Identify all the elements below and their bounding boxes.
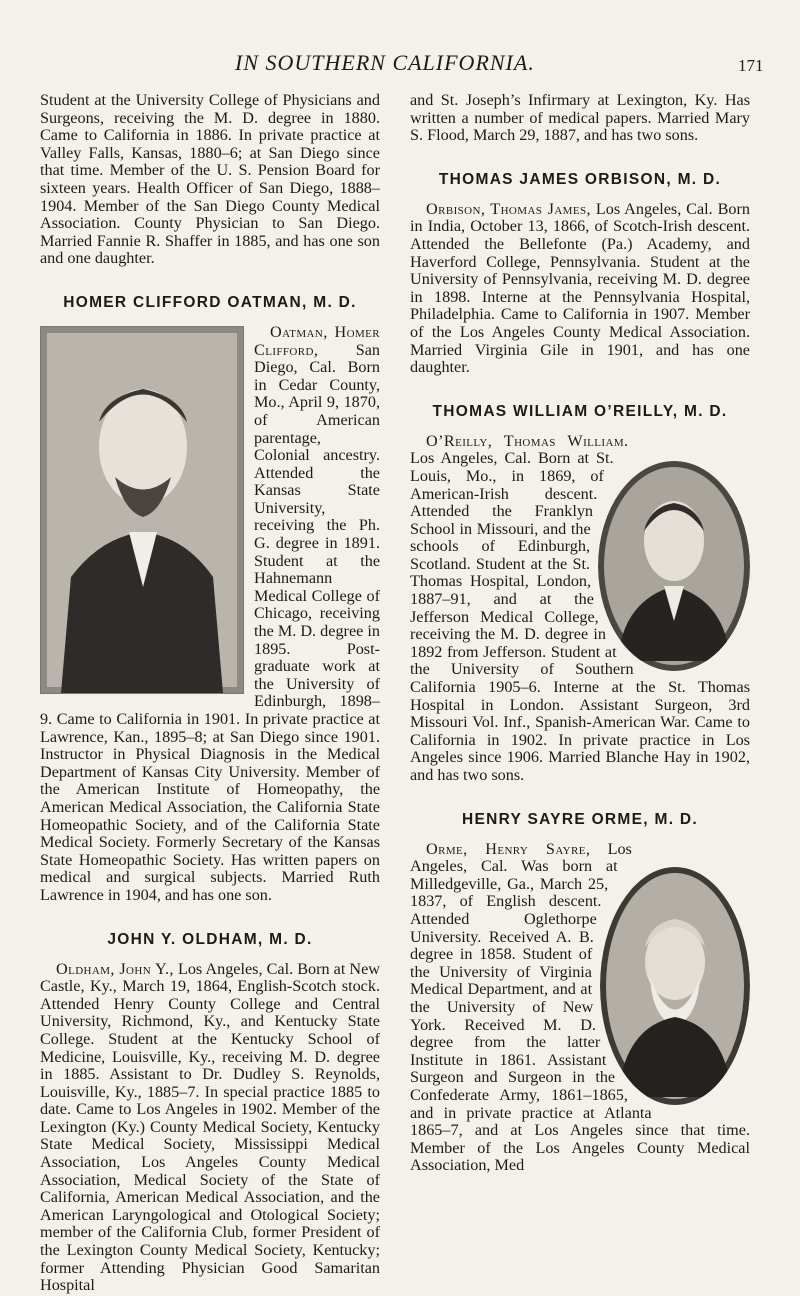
entry-body-oldham: Los Angeles, Cal. Born at New Castle, Ky., March 19, 1864, English-Scotch stock. Attended Henry County College and Central University, Richmond, Ky., and Kentucky State College. Student at the Kentucky School of Medicine, Louisville, Ky., receiving M. D. degree in 1885. Assistant to Dr. Dudley S. Reynolds, Louisville, Ky., 1885–7. In special practice 1885 to date. Came to Los Angeles in 1902. Member of the Lexington (Ky.) County Medical Society, Kentucky State Medical Society, Mississippi Medical Association, Los Angeles County Medical Association, Medical Society of the State of California, American Medical Association, and the American Laryngological and Otological Society; member of the California Club, former President of the Lexington County Medical Society, Kentucky; former Attending Physician Good Samaritan Hospital — [40, 959, 380, 1295]
entry-text-oreilly — [410, 433, 750, 785]
running-title: IN SOUTHERN CALIFORNIA. — [235, 50, 535, 75]
right-column — [410, 92, 750, 1175]
entry-heading-oldham: JOHN Y. OLDHAM, M. D. — [107, 930, 313, 948]
entry-body-orbison: Los Angeles, Cal. Born in India, October 13, 1866, of Scotch-Irish descent. Attended the Bellefonte (Pa.) Academy, and Haverford College, Pennsylvania. Student at the University of Pennsylvania, receiving M. D. degree in 1898. Interne at the Pennsylvania Hospital, Philadelphia. Came to California in 1907. Member of the Los Angeles County Medical Association. Married Virginia Gile in 1901, and has one daughter. — [410, 199, 750, 377]
portrait-oatman-image — [41, 327, 243, 693]
entry-lead-orbison: Orbison, Thomas James, — [426, 199, 591, 218]
left-column — [40, 92, 380, 1295]
entry-lead-oldham: Oldham, John Y., — [56, 959, 174, 978]
portrait-orme — [600, 867, 750, 1105]
portrait-orme-image — [600, 867, 750, 1105]
entry-body-orme: Los Angeles, Cal. Was born at Milledgeville, Ga., March 25, 1837, of English descent. Attended Oglethorpe University. Received A. B. degree in 1858. Student of the University of Virginia Medical Department, and at the University of New York. Received M. D. degree from the latter Institute in 1861. Assistant Surgeon and Surgeon in the Confederate Army, 1861–1865, and in private practice at Atlanta 1865–7, and at Los Angeles since that time. Member of the Los Angeles County Medical Association, Med — [410, 839, 750, 1175]
entry-text-oldham-continued: and St. Joseph’s Infirmary at Lexington, Ky. Has written a number of medical papers. Married Mary S. Flood, March 29, 1887, and has two sons. — [410, 91, 750, 145]
entry-lead-oatman: Oatman, Homer Clifford, — [254, 322, 380, 359]
entry-heading-oatman: HOMER CLIFFORD OATMAN, M. D. — [63, 293, 357, 311]
entry-text-orbison — [410, 201, 750, 377]
running-header — [0, 48, 800, 78]
entry-heading-orme: HENRY SAYRE ORME, M. D. — [461, 810, 699, 828]
entry-text-orme — [410, 841, 750, 1175]
entry-heading-oreilly: THOMAS WILLIAM O’REILLY, M. D. — [432, 402, 728, 420]
entry-body-oatman: San Diego, Cal. Born in Cedar County, Mo., April 9, 1870, of American parentage, Colonial ancestry. Attended the Kansas State University, receiving the Ph. G. degree in 1891. Student at the Hahnemann Medical College of Chicago, receiving the M. D. degree in 1895. Post-graduate work at the University of Edinburgh, 1898–9. Came to California in 1901. In private practice at Lawrence, Kan., 1895–8; at San Diego since 1901. Instructor in Physical Diagnosis in the Medical Department of Kansas City University. Member of the American Institute of Homeopathy, the American Medical Association, the California State Homeopathic Society, and of the California State Medical Society. Formerly Secretary of the Kansas State Homeopathic Society. Has written papers on medical and surgical subjects. Married Ruth Lawrence in 1904, and has one son. — [40, 340, 380, 904]
portrait-oreilly-image — [598, 461, 750, 671]
page-number: 171 — [738, 56, 764, 75]
entry-lead-orme: Orme, Henry Sayre, — [426, 839, 591, 858]
intro-paragraph: Student at the University College of Physicians and Surgeons, receiving the M. D. degree in 1880. Came to California in 1886. In private practice at Valley Falls, Kansas, 1880–6; at San Diego since that time. Member of the U. S. Pension Board for sixteen years. Health Officer of San Diego, 1888–1904. Member of the San Diego County Medical Association. County Physician to San Diego. Married Fannie R. Shaffer in 1885, and has one son and one daughter. — [40, 91, 380, 268]
portrait-oatman — [40, 326, 244, 694]
entry-lead-oreilly: O’Reilly, Thomas William. — [426, 431, 629, 450]
entry-heading-orbison: THOMAS JAMES ORBISON, M. D. — [438, 170, 722, 188]
portrait-oreilly — [598, 461, 750, 671]
entry-text-oldham — [40, 961, 380, 1295]
entry-text-oatman — [40, 324, 380, 905]
entry-body-oreilly: Los Angeles, Cal. Born at St. Louis, Mo., in 1869, of American-Irish descent. Attended the Franklyn School in Missouri, and the schools of Edinburgh, Scotland. Student at the St. Thomas Hospital, London, 1887–91, and at the Jefferson Medical College, receiving the M. D. degree in 1892 from Jefferson. Student at the University of Southern California 1905–6. Interne at the St. Thomas Hospital in London. Assistant Surgeon, 3rd Missouri Vol. Inf., Spanish-American War. Came to California in 1902. In private practice in Los Angeles since 1906. Married Blanche Hay in 1902, and has two sons. — [410, 449, 750, 784]
